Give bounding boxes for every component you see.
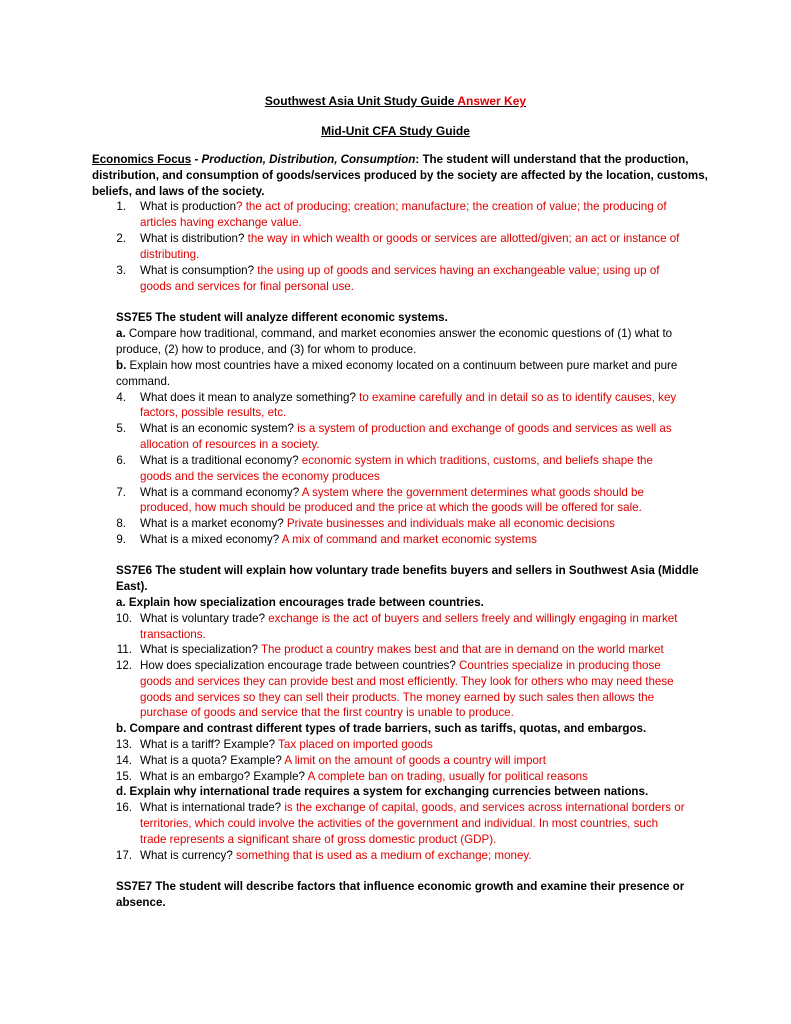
econ-focus-label: Economics Focus xyxy=(92,153,192,166)
item-number: 10. xyxy=(115,612,132,625)
element-label: a. xyxy=(116,327,126,340)
question-16 xyxy=(140,800,685,815)
question-15 xyxy=(140,769,588,784)
question-5 xyxy=(140,421,672,436)
question-13 xyxy=(140,737,433,752)
ss7e6-element-d: d. Explain why international trade requires a system for exchanging currencies between nations. xyxy=(116,785,649,798)
standard-ss7e6-heading-cont: East). xyxy=(116,580,148,593)
answer-continuation: territories, which could involve the activities of the government and individual. In most countries, such xyxy=(140,817,659,830)
page-title xyxy=(0,94,791,108)
standard-ss7e6-heading: SS7E6 The student will explain how voluntary trade benefits buyers and sellers in Southwest Asia (Middle xyxy=(116,564,699,577)
answer-text: A mix of command and market economic systems xyxy=(281,533,537,546)
econ-focus-text1: : The student will understand that the production, xyxy=(415,153,689,166)
question-text: What is currency? xyxy=(140,849,236,862)
title-main: Southwest Asia Unit Study Guide xyxy=(264,94,455,108)
econ-focus-line2: distribution, and consumption of goods/services produced by the society are affected by the location, customs, xyxy=(92,169,708,182)
answer-text: economic system in which traditions, customs, and beliefs shape the xyxy=(301,454,653,467)
answer-text: ? the act of producing; creation; manufacture; the creation of value; the producing of xyxy=(236,200,667,213)
ss7e6-element-a: a. Explain how specialization encourages trade between countries. xyxy=(116,596,484,609)
question-1 xyxy=(140,199,667,214)
answer-text: the using up of goods and services having an exchangeable value; using up of xyxy=(257,264,660,277)
econ-focus-line1 xyxy=(92,152,688,167)
standard-ss7e7-heading: SS7E7 The student will describe factors that influence economic growth and examine their presence or xyxy=(116,880,685,893)
question-7 xyxy=(140,485,644,500)
question-text: What is production xyxy=(140,200,237,213)
answer-text: to examine carefully and in detail so as to identify causes, key xyxy=(359,391,677,404)
item-number: 13. xyxy=(115,738,132,751)
question-6 xyxy=(140,453,653,468)
answer-continuation: distributing. xyxy=(140,248,200,261)
element-text: Explain how most countries have a mixed economy located on a continuum between pure market and pure xyxy=(126,359,678,372)
question-10 xyxy=(140,611,677,626)
answer-text: The product a country makes best and that are in demand on the world market xyxy=(260,643,664,656)
item-number: 3. xyxy=(116,264,126,277)
answer-text: A complete ban on trading, usually for political reasons xyxy=(307,770,588,783)
answer-text: Private businesses and individuals make all economic decisions xyxy=(286,517,615,530)
question-text: How does specialization encourage trade between countries? xyxy=(140,659,460,672)
answer-text: is a system of production and exchange of goods and services as well as xyxy=(297,422,672,435)
item-number: 1. xyxy=(116,200,126,213)
question-text: What is international trade? xyxy=(140,801,285,814)
answer-text: the way in which wealth or goods or services are allotted/given; an act or instance of xyxy=(247,232,680,245)
item-number: 9. xyxy=(116,533,126,546)
question-text: What is a quota? Example? xyxy=(140,754,285,767)
question-text: What is a tariff? Example? xyxy=(140,738,279,751)
item-number: 16. xyxy=(115,801,132,814)
answer-continuation: goods and services they can provide best and most efficiently. They look for others who may need these xyxy=(140,675,674,688)
question-text: What is consumption? xyxy=(140,264,258,277)
item-number: 2. xyxy=(116,232,126,245)
answer-text: something that is used as a medium of exchange; money. xyxy=(236,849,532,862)
standard-ss7e7-heading-cont: absence. xyxy=(116,896,166,909)
question-text: What is a command economy? xyxy=(140,486,302,499)
question-text: What is a market economy? xyxy=(140,517,287,530)
answer-text: A limit on the amount of goods a country will import xyxy=(284,754,547,767)
answer-text: is the exchange of capital, goods, and services across international borders or xyxy=(284,801,685,814)
ss7e6-element-b: b. Compare and contrast different types of trade barriers, such as tariffs, quotas, and embargos. xyxy=(116,722,647,735)
answer-continuation: factors, possible results, etc. xyxy=(140,406,287,419)
answer-continuation: articles having exchange value. xyxy=(140,216,302,229)
answer-text: exchange is the act of buyers and sellers freely and willingly engaging in market xyxy=(268,612,678,625)
answer-continuation: goods and the services the economy produces xyxy=(140,470,380,483)
answer-text: A system where the government determines what goods should be xyxy=(301,486,644,499)
econ-focus-topic: Production, Distribution, Consumption xyxy=(201,153,416,166)
answer-continuation: produced, how much should be produced and the price at which the goods will be offered for sale. xyxy=(140,501,642,514)
page-subtitle: Mid-Unit CFA Study Guide xyxy=(321,124,470,138)
answer-continuation: trade represents a significant share of gross domestic product (GDP). xyxy=(140,833,497,846)
question-9 xyxy=(140,532,537,547)
ss7e5-element-a-cont: produce, (2) how to produce, and (3) for whom to produce. xyxy=(116,343,417,356)
question-17 xyxy=(140,848,532,863)
question-text: What is a mixed economy? xyxy=(140,533,282,546)
ss7e5-element-b xyxy=(116,358,677,373)
question-8 xyxy=(140,516,615,531)
element-text: Compare how traditional, command, and market economies answer the economic questions of (1) what to xyxy=(125,327,673,340)
answer-continuation: allocation of resources in a society. xyxy=(140,438,320,451)
item-number: 7. xyxy=(116,486,126,499)
question-text: What does it mean to analyze something? xyxy=(140,391,360,404)
question-3 xyxy=(140,263,660,278)
question-4 xyxy=(140,390,676,405)
item-number: 11. xyxy=(116,643,132,656)
answer-continuation: purchase of goods and service that the first country is unable to produce. xyxy=(140,706,514,719)
question-text: What is a traditional economy? xyxy=(140,454,302,467)
item-number: 12. xyxy=(115,659,132,672)
question-2 xyxy=(140,231,679,246)
ss7e5-element-b-cont: command. xyxy=(116,375,171,388)
item-number: 17. xyxy=(115,849,132,862)
title-answer-key: Answer Key xyxy=(457,94,527,108)
question-text: What is voluntary trade? xyxy=(140,612,269,625)
answer-continuation: goods and services so they can sell their products. The money earned by such sales then allows the xyxy=(140,691,655,704)
question-14 xyxy=(140,753,546,768)
question-text: What is an economic system? xyxy=(140,422,298,435)
element-label: b. xyxy=(116,359,127,372)
econ-focus-line3: beliefs, and laws of the society. xyxy=(92,185,265,198)
question-text: What is distribution? xyxy=(140,232,248,245)
item-number: 14. xyxy=(115,754,132,767)
answer-continuation: transactions. xyxy=(140,628,206,641)
standard-ss7e5-heading: SS7E5 The student will analyze different economic systems. xyxy=(116,311,448,324)
question-12 xyxy=(140,658,661,673)
item-number: 5. xyxy=(116,422,126,435)
item-number: 4. xyxy=(116,391,126,404)
question-text: What is specialization? xyxy=(140,643,261,656)
answer-text: Countries specialize in producing those xyxy=(459,659,661,672)
item-number: 8. xyxy=(116,517,126,530)
answer-text: Tax placed on imported goods xyxy=(278,738,433,751)
item-number: 6. xyxy=(116,454,126,467)
econ-focus-dash: - xyxy=(191,153,202,166)
answer-continuation: goods and services for final personal use. xyxy=(140,280,354,293)
question-11 xyxy=(140,642,664,657)
item-number: 15. xyxy=(115,770,132,783)
ss7e5-element-a xyxy=(116,326,672,341)
question-text: What is an embargo? Example? xyxy=(140,770,308,783)
